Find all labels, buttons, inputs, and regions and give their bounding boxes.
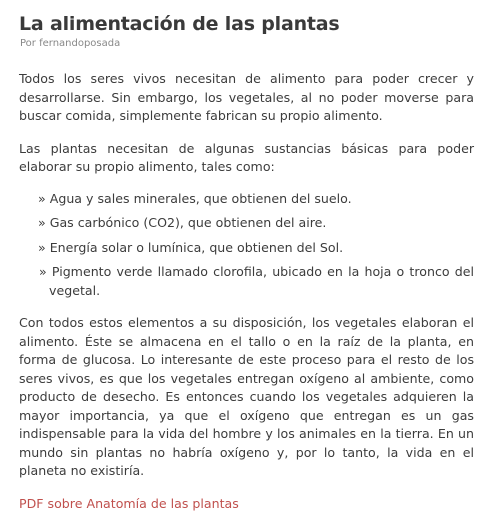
list-item: » Pigmento verde llamado clorofila, ubicado en la hoja o tronco del vegetal. bbox=[39, 264, 474, 298]
paragraph-needs: Las plantas necesitan de algunas sustancias básicas para poder elaborar su propio alimento, tales como: bbox=[19, 140, 474, 174]
pdf-anatomy-link[interactable]: PDF sobre Anatomía de las plantas bbox=[19, 495, 239, 511]
nutrient-list bbox=[19, 190, 474, 301]
paragraph-intro: Todos los seres vivos necesitan de alimento para poder crecer y desarrollarse. Sin embargo, los vegetales, al no poder moverse para buscar comida, simplemente fabrican su propio alimento. bbox=[19, 71, 474, 123]
list-item: » Energía solar o lumínica, que obtienen del Sol. bbox=[38, 239, 344, 255]
paragraph-process: Con todos estos elementos a su disposición, los vegetales elaboran el alimento. Éste se almacena en el tallo o en la raíz de la planta, en forma de glucosa. Lo interesante de este proceso para el resto de los seres vivos, es que los vegetales entregan oxígeno al ambiente, como producto de desecho. Es entonces cuando los vegetales adquieren la mayor importancia, ya que el oxígeno que entregan es un gas indispensable para la vida del hombre y los animales en la tierra. En un mundo sin plantas no habría oxígeno y, por lo tanto, la vida en el planeta no existiría. bbox=[19, 315, 474, 478]
list-item: » Gas carbónico (CO2), que obtienen del aire. bbox=[38, 215, 327, 230]
article-title: La alimentación de las plantas bbox=[19, 13, 340, 35]
article-byline: Por fernandoposada bbox=[20, 38, 121, 49]
list-item: » Agua y sales minerales, que obtienen del suelo. bbox=[38, 190, 352, 206]
